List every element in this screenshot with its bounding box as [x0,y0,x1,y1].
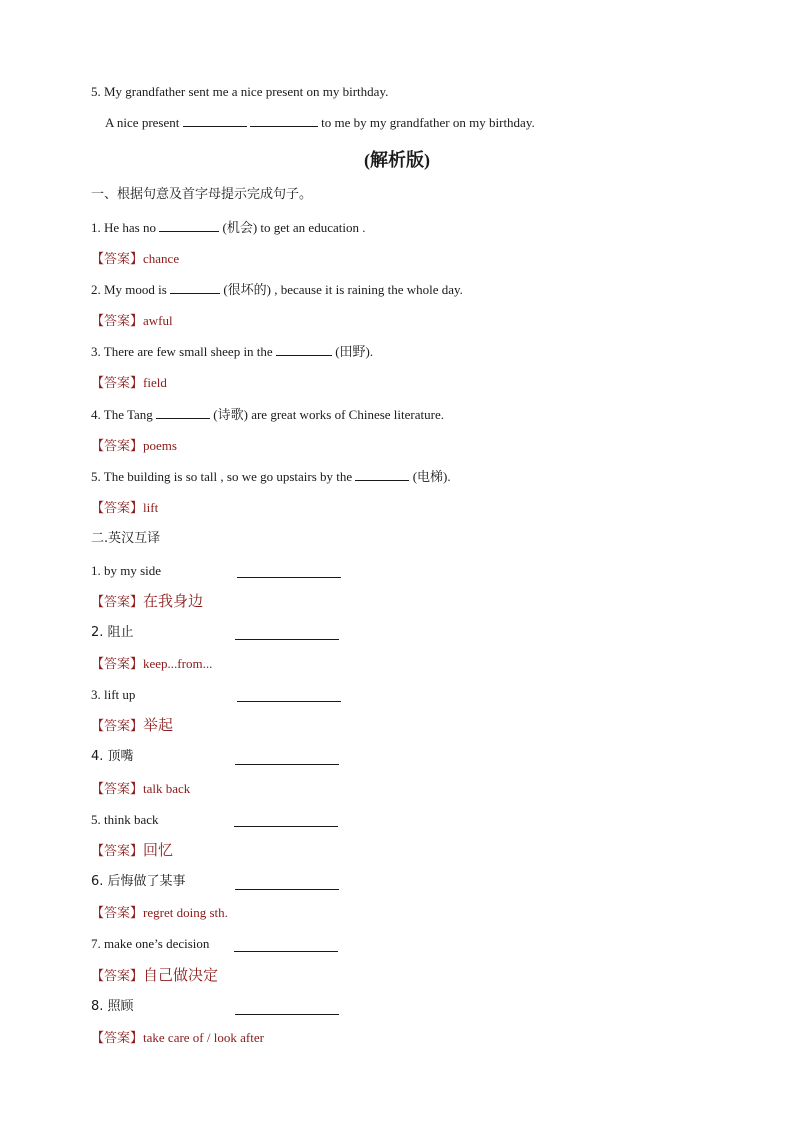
s1-question: 1. He has no (机会) to get an education . [91,220,366,235]
answer-blank[interactable] [237,701,341,702]
s1-question: 4. The Tang (诗歌) are great works of Chinese literature. [91,407,444,422]
s2-answer: 【答案】keep...from... [91,656,213,672]
s2-question: 8. 照顾 [91,999,134,1014]
answer-blank[interactable] [355,468,409,481]
question-5-rewrite: A nice present to me by my grandfather on my birthday. [105,115,535,130]
answer-blank[interactable] [237,577,341,578]
answer-blank[interactable] [235,764,339,765]
answer-blank[interactable] [235,1014,339,1015]
answer-blank[interactable] [235,639,339,640]
s1-question: 5. The building is so tall , so we go upstairs by the (电梯). [91,469,451,484]
question-5-sentence: 5. My grandfather sent me a nice present on my birthday. [91,84,389,99]
s2-question: 7. make one’s decision [91,936,210,951]
s2-question: 6. 后悔做了某事 [91,874,186,889]
s1-answer: 【答案】field [91,375,167,391]
s1-question: 2. My mood is (很坏的) , because it is raining the whole day. [91,282,463,297]
answer-blank[interactable] [170,281,220,294]
answer-blank[interactable] [156,406,210,419]
s2-question: 3. lift up [91,687,136,702]
s2-question: 1. by my side [91,563,162,578]
answer-blank[interactable] [159,219,219,232]
s2-answer: 【答案】regret doing sth. [91,905,228,921]
s1-answer: 【答案】lift [91,500,159,516]
s2-question: 5. think back [91,812,159,827]
page-title: (解析版) [364,150,430,170]
answer-blank[interactable] [235,889,339,890]
answer-blank[interactable] [183,114,247,127]
s1-answer: 【答案】chance [91,251,180,267]
section-1-heading: 一、根据句意及首字母提示完成句子。 [91,187,313,202]
answer-blank[interactable] [234,826,338,827]
section-2-heading: 二.英汉互译 [91,531,161,546]
s2-answer: 【答案】回忆 [91,841,174,859]
s2-answer: 【答案】自己做决定 [91,966,219,984]
s2-question: 4. 顶嘴 [91,749,134,764]
s2-answer: 【答案】take care of / look after [91,1030,264,1046]
s2-answer: 【答案】在我身边 [91,592,204,610]
answer-blank[interactable] [234,951,338,952]
s2-question: 2. 阻止 [91,625,134,640]
s1-answer: 【答案】awful [91,313,173,329]
s2-answer: 【答案】举起 [91,716,174,734]
s1-question: 3. There are few small sheep in the (田野). [91,344,374,359]
answer-blank[interactable] [276,343,332,356]
s2-answer: 【答案】talk back [91,781,191,797]
s1-answer: 【答案】poems [91,438,177,454]
answer-blank[interactable] [250,114,318,127]
